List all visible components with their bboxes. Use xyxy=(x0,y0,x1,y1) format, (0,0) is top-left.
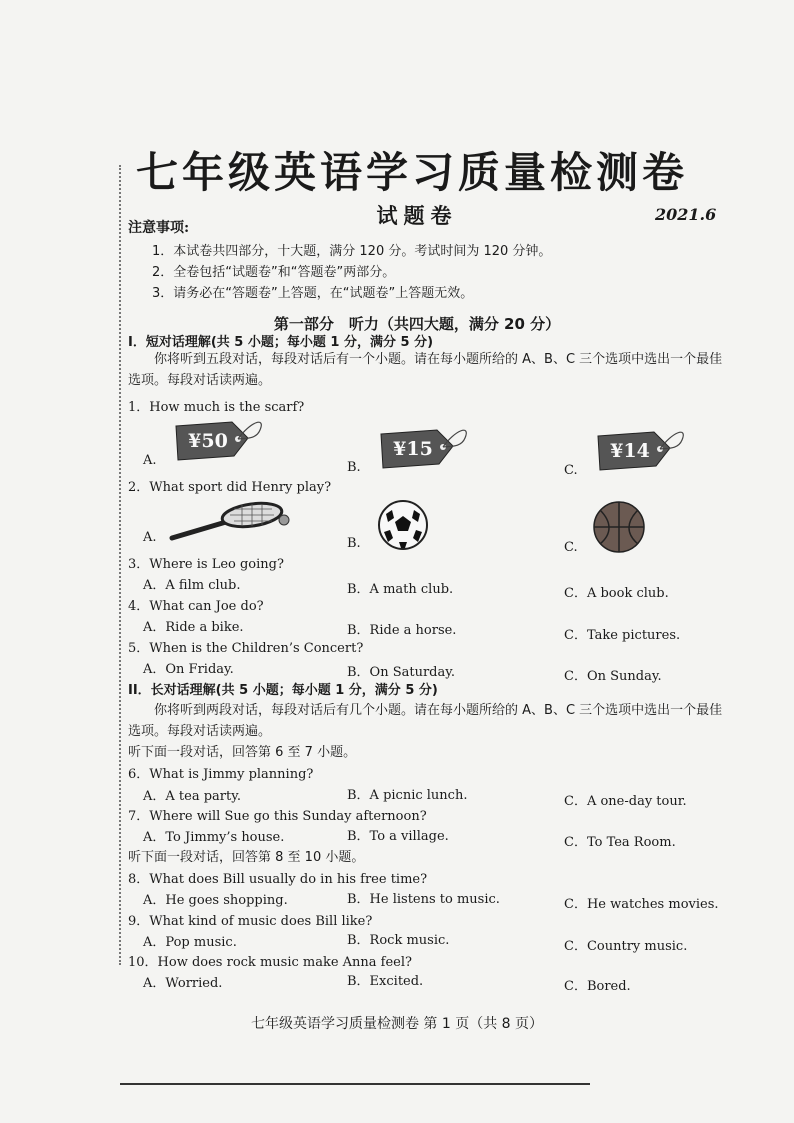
page-subtitle: 试题卷 xyxy=(376,203,458,228)
option-b: B．On Saturday. xyxy=(347,665,456,680)
option-a: A．He goes shopping. xyxy=(143,893,288,908)
option-a: A．A tea party. xyxy=(143,789,241,804)
section-heading: II．长对话理解(共 5 小题；每小题 1 分，满分 5 分) xyxy=(128,683,438,698)
note-item: 1．本试卷共四部分，十大题，满分 120 分。考试时间为 120 分钟。 xyxy=(152,244,552,259)
price-tag-icon xyxy=(375,420,475,476)
option-c: C．He watches movies. xyxy=(564,897,719,912)
option-b: B．He listens to music. xyxy=(347,892,500,907)
option-a: A．To Jimmy’s house. xyxy=(143,830,285,845)
option-b: B．Ride a horse. xyxy=(347,623,457,638)
question-text: 2．What sport did Henry play? xyxy=(128,480,332,495)
page-title: 七年级英语学习质量检测卷 xyxy=(135,148,688,197)
option-a: A. xyxy=(143,530,157,545)
option-a: A．Ride a bike. xyxy=(143,620,244,635)
option-b: B．A math club. xyxy=(347,582,454,597)
option-c: C. xyxy=(564,463,578,478)
price-tag-icon xyxy=(170,412,270,468)
dialogue-lead: 听下面一段对话，回答第 8 至 10 小题。 xyxy=(128,850,365,865)
option-a: A．Pop music. xyxy=(143,935,237,950)
part-heading: 第一部分 听力（共四大题，满分 20 分） xyxy=(273,315,561,333)
option-c: C．Country music. xyxy=(564,939,688,954)
option-a: A．A film club. xyxy=(143,578,241,593)
price-tag-icon xyxy=(592,422,692,478)
option-c: C. xyxy=(564,540,578,555)
notes-title: 注意事项: xyxy=(128,220,190,236)
option-a: A．Worried. xyxy=(143,976,223,991)
option-c: C．Take pictures. xyxy=(564,628,681,643)
option-c: C．A one-day tour. xyxy=(564,794,687,809)
section-heading: I．短对话理解(共 5 小题；每小题 1 分，满分 5 分) xyxy=(128,335,434,350)
tennis-racket-icon xyxy=(168,498,293,544)
option-c: C．A book club. xyxy=(564,586,669,601)
question-text: 7．Where will Sue go this Sunday afternoon? xyxy=(128,809,427,824)
question-text: 4．What can Joe do? xyxy=(128,599,264,614)
bottom-rule xyxy=(120,1083,590,1085)
price-label: ¥50 xyxy=(188,430,228,452)
option-b: B．Excited. xyxy=(347,974,424,989)
section-instruction: 你将听到五段对话，每段对话后有一个小题。请在每小题所给的 A、B、C 三个选项中选出一个最佳选项。每段对话读两遍。 xyxy=(128,352,723,388)
question-text: 3．Where is Leo going? xyxy=(128,557,284,572)
soccer-ball-icon xyxy=(376,498,430,552)
price-label: ¥14 xyxy=(610,440,650,462)
question-text: 10．How does rock music make Anna feel? xyxy=(128,955,413,970)
option-b: B. xyxy=(347,460,361,475)
question-text: 6．What is Jimmy planning? xyxy=(128,767,314,782)
option-a: A．On Friday. xyxy=(143,662,234,677)
question-text: 5．When is the Children’s Concert? xyxy=(128,641,364,656)
option-c: C．Bored. xyxy=(564,979,631,994)
option-b: B．A picnic lunch. xyxy=(347,788,468,803)
option-b: B．To a village. xyxy=(347,829,449,844)
question-text: 9．What kind of music does Bill like? xyxy=(128,914,373,929)
option-b: B. xyxy=(347,536,361,551)
binding-dotted-line xyxy=(119,165,121,965)
page-footer: 七年级英语学习质量检测卷 第 1 页（共 8 页） xyxy=(250,1016,544,1032)
option-a: A. xyxy=(143,453,157,468)
option-b: B．Rock music. xyxy=(347,933,450,948)
note-item: 2．全卷包括“试题卷”和“答题卷”两部分。 xyxy=(152,265,396,280)
basketball-icon xyxy=(592,500,646,554)
question-text: 1．How much is the scarf? xyxy=(128,400,305,415)
note-item: 3．请务必在“答题卷”上答题，在“试题卷”上答题无效。 xyxy=(152,286,474,301)
option-c: C．To Tea Room. xyxy=(564,835,676,850)
price-label: ¥15 xyxy=(393,438,433,460)
section-instruction: 你将听到两段对话，每段对话后有几个小题。请在每小题所给的 A、B、C 三个选项中选出一个最佳选项。每段对话读两遍。 xyxy=(128,703,723,739)
option-c: C．On Sunday. xyxy=(564,669,662,684)
exam-date: 2021.6 xyxy=(655,205,717,224)
dialogue-lead: 听下面一段对话，回答第 6 至 7 小题。 xyxy=(128,745,357,760)
question-text: 8．What does Bill usually do in his free time? xyxy=(128,872,428,887)
